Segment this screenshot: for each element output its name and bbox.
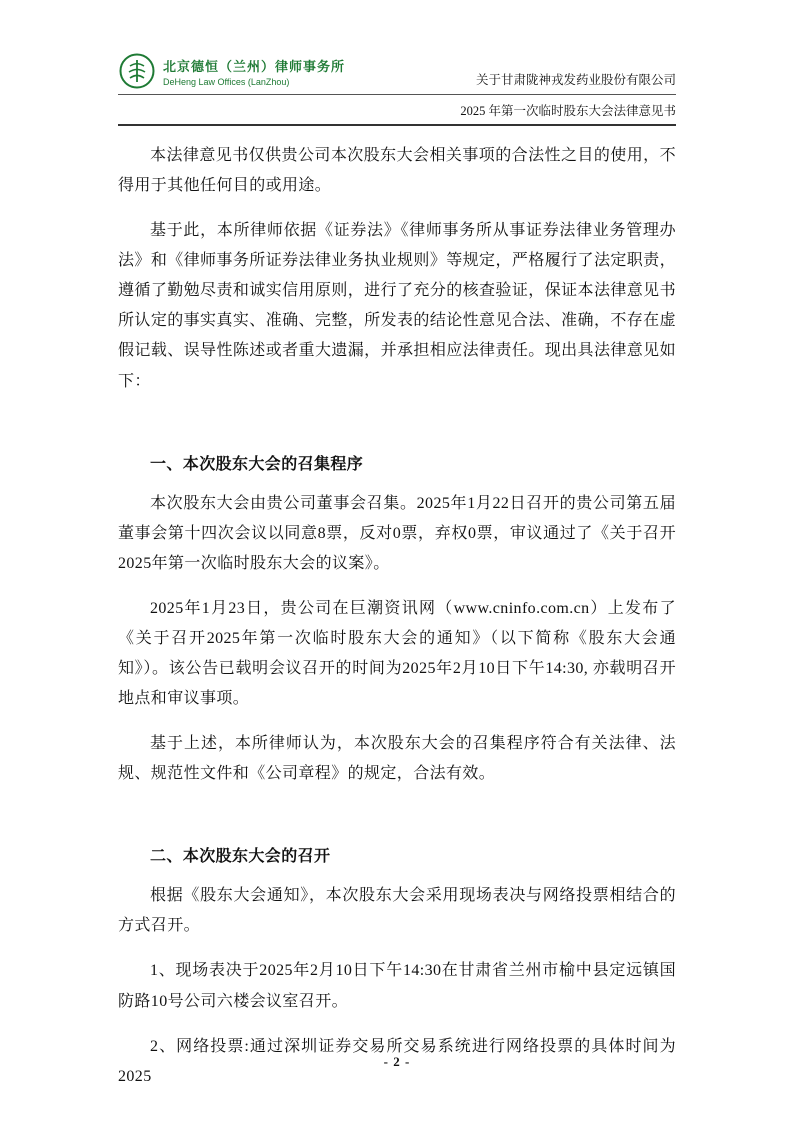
firm-logo-block (118, 52, 345, 90)
page-number: - 2 - (383, 1054, 411, 1069)
section-heading-1: 一、本次股东大会的召集程序 (150, 455, 364, 473)
doc-title-line2: 2025 年第一次临时股东大会法律意见书 (460, 104, 676, 118)
section-heading-2: 二、本次股东大会的召开 (150, 848, 331, 866)
firm-name-en: DeHeng Law Offices (LanZhou) (163, 76, 290, 87)
doc-title-line1: 关于甘肃陇神戎发药业股份有限公司 (475, 73, 676, 87)
paragraph: 基于上述，本所律师认为，本次股东大会的召集程序符合有关法律、法规、规范性文件和《公司章程》的规定，合法有效。 (118, 735, 676, 783)
paragraph: 本次股东大会由贵公司董事会召集。2025年1月22日召开的贵公司第五届董事会第十四次会议以同意8票，反对0票，弃权0票，审议通过了《关于召开2025年第一次临时股东大会的议案》。 (118, 494, 676, 572)
paragraph: 2、网络投票:通过深圳证券交易所交易系统进行网络投票的具体时间为2025 (118, 1037, 676, 1085)
paragraph: 根据《股东大会通知》，本次股东大会采用现场表决与网络投票相结合的方式召开。 (118, 887, 676, 935)
header-bottom-row (118, 95, 676, 126)
paragraph: 基于此，本所律师依据《证券法》《律师事务所从事证券法律业务管理办法》和《律师事务所证券法律业务执业规则》等规定，严格履行了法定职责，遵循了勤勉尽责和诚实信用原则，进行了充分的核查验证，保证本法律意见书所认定的事实真实、准确、完整，所发表的结论性意见合法、准确，不存在虚假记载、误导性陈述或者重大遗漏，并承担相应法律责任。现出具法律意见如下： (118, 222, 676, 390)
document-body (118, 141, 676, 1092)
paragraph: 2025年1月23日，贵公司在巨潮资讯网（www.cninfo.com.cn）上发布了《关于召开2025年第一次临时股东大会的通知》（以下简称《股东大会通知》）。该公告已载明会议召开的时间为2025年2月10日下午14:30, 亦载明召开地点和审议事项。 (118, 599, 676, 708)
firm-names (163, 56, 345, 87)
page-header (118, 52, 676, 126)
deheng-logo-icon (118, 52, 156, 90)
paragraph: 1、现场表决于2025年2月10日下午14:30在甘肃省兰州市榆中县定远镇国防路10号公司六楼会议室召开。 (118, 962, 676, 1010)
paragraph: 本法律意见书仅供贵公司本次股东大会相关事项的合法性之目的使用，不得用于其他任何目的或用途。 (118, 147, 676, 195)
firm-name-zh: 北京德恒（兰州）律师事务所 (163, 58, 346, 74)
header-top-row (118, 52, 676, 95)
